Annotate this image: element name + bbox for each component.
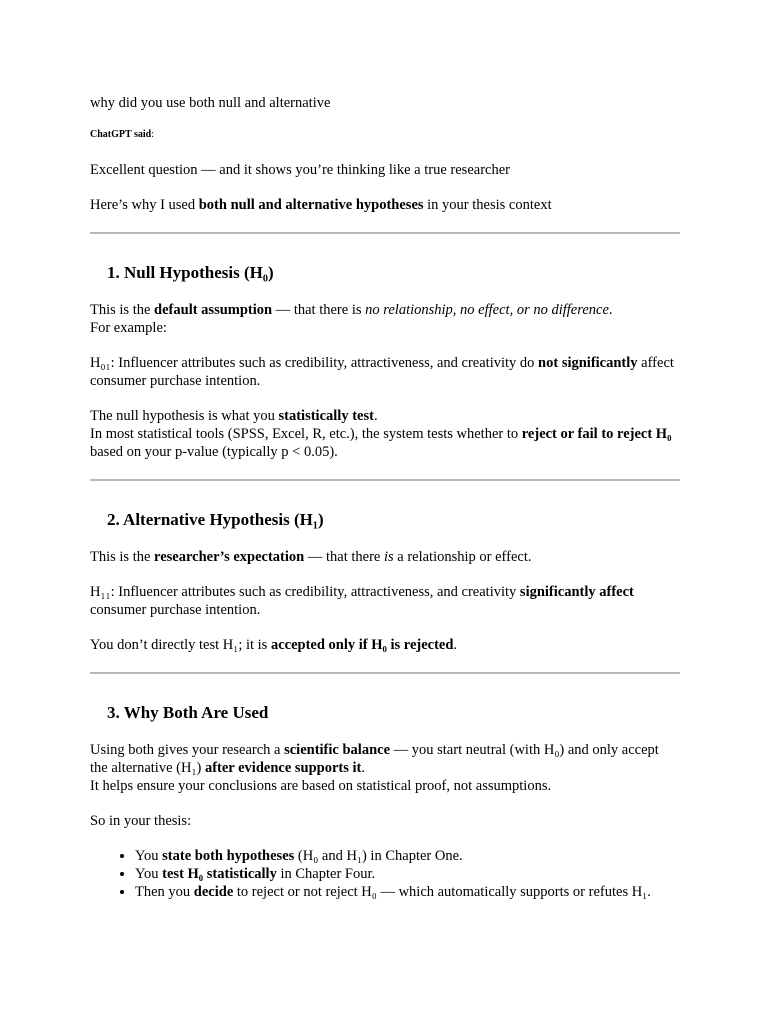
text-run: — you start neutral (with H₀) and only accept the alternative (H₁) (90, 742, 659, 776)
divider (90, 232, 680, 234)
text-run: affect consumer purchase intention. (90, 355, 674, 389)
italic-run: no relationship, no effect, or no difference (365, 302, 609, 318)
bold-run: both null and alternative hypotheses (198, 197, 424, 213)
assistant-label-text: ChatGPT said (90, 129, 152, 140)
section-heading-null-hypothesis: 1. Null Hypothesis (H₀) (107, 263, 274, 282)
text-run: Using both gives your research a (90, 742, 285, 758)
text-run: (H₀ and H₁) in Chapter One. (294, 848, 463, 864)
paragraph: For example: (90, 320, 167, 336)
text-run: . (608, 302, 613, 318)
paragraph: It helps ensure your conclusions are based on statistical proof, not assumptions. (90, 778, 552, 794)
section-heading-alternative-hypothesis: 2. Alternative Hypothesis (H₁) (107, 510, 324, 529)
intro-context (90, 196, 680, 214)
text-run: . (453, 637, 458, 653)
italic-run: is (383, 549, 394, 565)
paragraph (90, 548, 680, 566)
text-run: H₀₁: Influencer attributes such as credibility, attractiveness, and creativity do (90, 355, 539, 371)
text-run: to reject or not reject H₀ — which automatically supports or refutes H₁. (233, 884, 651, 900)
bold-run: not significantly (538, 355, 638, 371)
bold-run: scientific balance (284, 742, 391, 758)
paragraph: So in your thesis: (90, 813, 192, 829)
bold-run: significantly affect (519, 584, 634, 600)
bold-run: accepted only if H₀ is rejected (270, 637, 454, 653)
text-run: You (135, 866, 163, 882)
paragraph (90, 741, 680, 777)
text-run: based on your p-value (typically p < 0.05). (90, 444, 338, 460)
assistant-label (90, 126, 680, 144)
text-run: This is the (90, 549, 155, 565)
text-run: You (135, 848, 163, 864)
chat-document (90, 94, 680, 901)
text-run: — that there (304, 549, 384, 565)
divider (90, 479, 680, 481)
text-run: . (373, 408, 378, 424)
bold-run: researcher’s expectation (154, 549, 305, 565)
text-run: . (361, 760, 365, 776)
bold-run: test H₀ statistically (162, 866, 277, 882)
text-run: The null hypothesis is what you (90, 408, 279, 424)
hypothesis-h01 (90, 354, 680, 390)
text-run: — that there is (272, 302, 366, 318)
bullet-list (90, 847, 680, 901)
list-item (135, 865, 680, 883)
text-run: In most statistical tools (SPSS, Excel, R, etc.), the system tests whether to (90, 426, 522, 442)
bold-run: after evidence supports it (204, 760, 362, 776)
bold-run: state both hypotheses (162, 848, 295, 864)
list-item (135, 847, 680, 865)
bold-run: decide (193, 884, 234, 900)
list-item (135, 883, 680, 901)
paragraph (90, 301, 680, 319)
bold-run: default assumption (154, 302, 273, 318)
bold-run: statistically test (278, 408, 374, 424)
text-run: a relationship or effect. (393, 549, 532, 565)
bold-run: reject or fail to reject H₀ (521, 426, 672, 442)
divider (90, 672, 680, 674)
text-run: in Chapter Four. (276, 866, 376, 882)
text-run: Here’s why I used (90, 197, 199, 213)
text-run: Then you (135, 884, 194, 900)
assistant-label-colon: : (151, 129, 155, 140)
hypothesis-h11 (90, 583, 680, 619)
text-run: in your thesis context (423, 197, 552, 213)
intro-line: Excellent question — and it shows you’re thinking like a true researcher (90, 162, 510, 178)
text-run: H₁₁: Influencer attributes such as credibility, attractiveness, and creativity (90, 584, 520, 600)
paragraph (90, 425, 680, 461)
text-run: You don’t directly test H₁; it is (90, 637, 271, 653)
text-run: consumer purchase intention. (90, 602, 261, 618)
paragraph (90, 407, 680, 425)
paragraph (90, 636, 680, 654)
user-question: why did you use both null and alternative (90, 95, 331, 111)
section-heading-why-both: 3. Why Both Are Used (107, 703, 269, 722)
text-run: This is the (90, 302, 155, 318)
